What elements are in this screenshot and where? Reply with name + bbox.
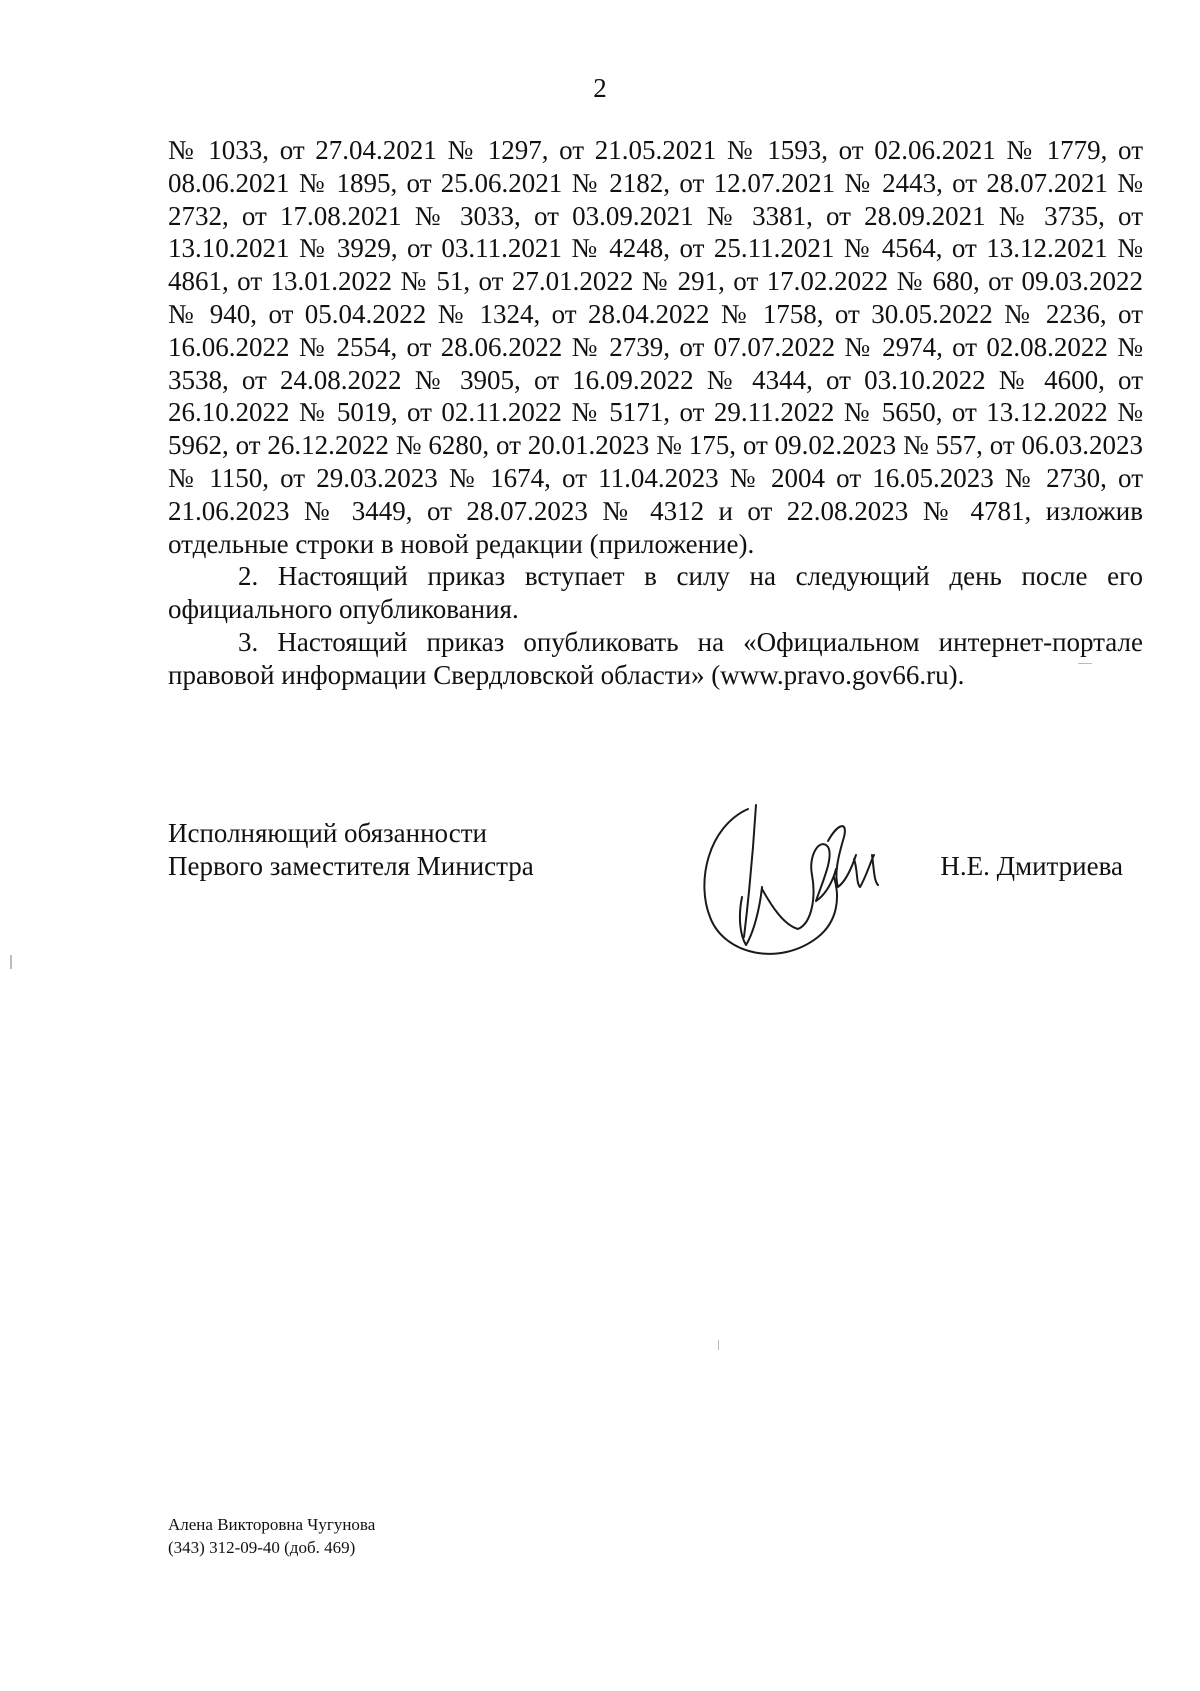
page-number: 2: [593, 73, 607, 103]
handwritten-signature: [688, 797, 918, 967]
order-body: [168, 134, 1143, 692]
paragraph-effective-date: 2. Настоящий приказ вступает в силу на следующий день после его официального опубликования.: [168, 561, 1143, 625]
executor-info: [168, 1513, 375, 1559]
executor-phone: (343) 312-09-40 (доб. 469): [168, 1538, 356, 1557]
paragraph-amendment-list: № 1033, от 27.04.2021 № 1297, от 21.05.2021 № 1593, от 02.06.2021 № 1779, от 08.06.2021 № 1895, от 25.06.2021 № 2182, от 12.07.2021 № 2443, от 28.07.2021 № 2732, от 17.08.2021 № 3033, от 03.09.2021 № 3381, от 28.09.2021 № 3735, от 13.10.2021 № 3929, от 03.11.2021 № 4248, от 25.11.2021 № 4564, от 13.12.2021 № 4861, от 13.01.2022 № 51, от 27.01.2022 № 291, от 17.02.2022 № 680, от 09.03.2022 № 940, от 05.04.2022 № 1324, от 28.04.2022 № 1758, от 30.05.2022 № 2236, от 16.06.2022 № 2554, от 28.06.2022 № 2739, от 07.07.2022 № 2974, от 02.08.2022 № 3538, от 24.08.2022 № 3905, от 16.09.2022 № 4344, от 03.10.2022 № 4600, от 26.10.2022 № 5019, от 02.11.2022 № 5171, от 29.11.2022 № 5650, от 13.12.2022 № 5962, от 26.12.2022 № 6280, от 20.01.2023 № 175, от 09.02.2023 № 557, от 06.03.2023 № 1150, от 29.03.2023 № 1674, от 11.04.2023 № 2004 от 16.05.2023 № 2730, от 21.06.2023 № 3449, от 28.07.2023 № 4312 и от 22.08.2023 № 4781, изложив отдельные строки в новой редакции (приложение).: [168, 135, 1143, 559]
signer-title-line-2: Первого заместителя Министра: [168, 851, 534, 881]
scan-speck: [718, 1340, 719, 1350]
signer-title-line-1: Исполняющий обязанности: [168, 818, 487, 848]
signer-title: [168, 817, 534, 883]
executor-name: Алена Викторовна Чугунова: [168, 1515, 376, 1534]
scan-speck: [10, 955, 12, 969]
scan-speck: [1078, 663, 1092, 664]
signer-name: Н.Е. Дмитриева: [940, 851, 1123, 881]
signature-block: [168, 817, 1143, 957]
paragraph-publication: 3. Настоящий приказ опубликовать на «Официальном интернет-портале правовой информации Свердловской области» (www.pravo.gov66.ru).: [168, 626, 1143, 690]
